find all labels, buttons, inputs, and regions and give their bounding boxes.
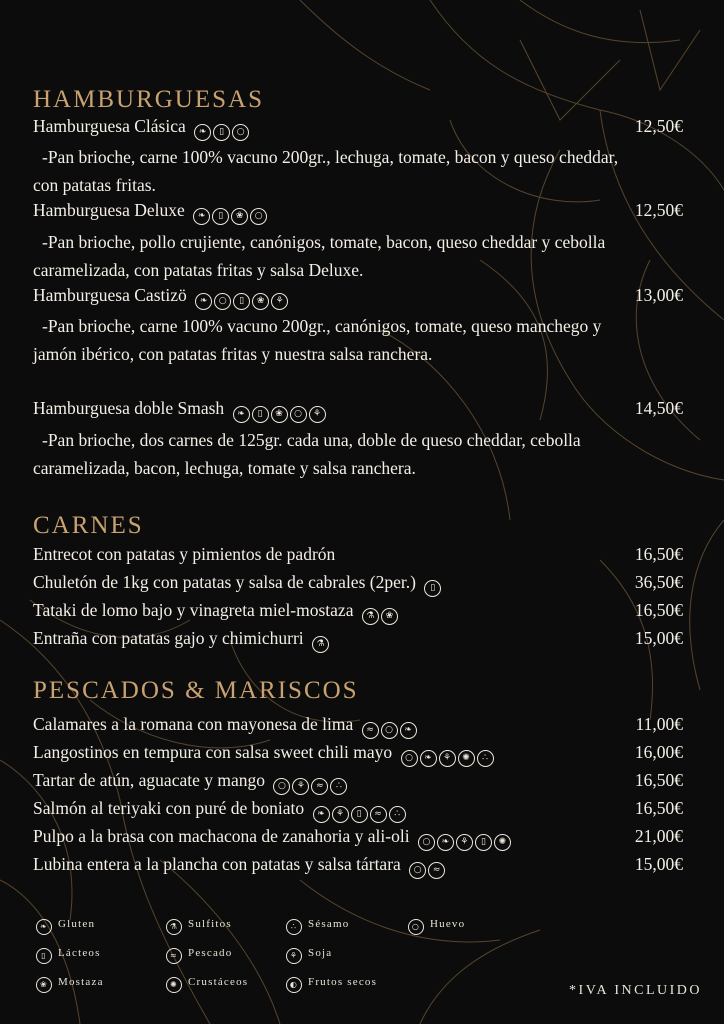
menu-item xyxy=(33,742,683,768)
legend-lacteos xyxy=(36,947,101,964)
soy-icon: ⚘ xyxy=(456,834,473,851)
menu-item xyxy=(33,854,683,880)
allergen-icons xyxy=(401,744,496,767)
milk-icon: ▯ xyxy=(233,293,250,310)
egg-icon: ○ xyxy=(250,208,267,225)
item-name: Hamburguesa Deluxe xyxy=(33,200,185,220)
item-name-block xyxy=(33,628,331,653)
item-price: 11,00€ xyxy=(635,714,683,734)
item-name-block xyxy=(33,200,269,225)
flask-icon: ⚗ xyxy=(166,919,182,935)
fish-icon: ≈ xyxy=(362,722,379,739)
allergen-icons xyxy=(193,202,269,225)
item-price: 21,00€ xyxy=(634,826,683,846)
egg-icon: ○ xyxy=(214,293,231,310)
crustacean-icon: ✺ xyxy=(166,977,182,993)
flask-icon: ⚗ xyxy=(362,608,379,625)
legend-label: Soja xyxy=(308,947,333,959)
item-price: 13,00€ xyxy=(634,285,683,305)
item-price: 15,00€ xyxy=(634,854,683,874)
item-description: -Pan brioche, dos carnes de 125gr. cada una, doble de queso cheddar, cebolla caramelizada, bacon, lechuga, tomate y salsa ranchera. xyxy=(33,430,581,478)
flask-icon: ⚗ xyxy=(312,636,329,653)
item-description: -Pan brioche, carne 100% vacuno 200gr., lechuga, tomate, bacon y queso cheddar, con patatas fritas. xyxy=(33,147,619,195)
egg-icon: ○ xyxy=(273,778,290,795)
egg-icon: ○ xyxy=(418,834,435,851)
crustacean-icon: ✺ xyxy=(494,834,511,851)
egg-icon: ○ xyxy=(401,750,418,767)
wheat-icon: ❧ xyxy=(36,919,52,935)
sesame-icon: ∴ xyxy=(477,750,494,767)
item-name: Hamburguesa Clásica xyxy=(33,116,186,136)
legend-label: Lácteos xyxy=(58,947,101,959)
menu-item xyxy=(33,544,683,570)
item-name-block xyxy=(33,798,408,823)
item-price: 16,50€ xyxy=(634,600,683,620)
legend-label: Sésamo xyxy=(308,918,350,930)
item-price: 16,50€ xyxy=(634,798,683,818)
legend-pescado xyxy=(166,947,232,964)
menu-item xyxy=(33,600,683,626)
menu-item xyxy=(33,398,683,424)
allergen-icons xyxy=(424,574,443,597)
milk-icon: ▯ xyxy=(475,834,492,851)
item-name: Tartar de atún, aguacate y mango xyxy=(33,770,265,790)
egg-icon: ○ xyxy=(408,919,424,935)
legend-crustaceos xyxy=(166,976,248,993)
item-name: Chuletón de 1kg con patatas y salsa de cabrales (2per.) xyxy=(33,572,416,592)
item-price: 12,50€ xyxy=(634,200,683,220)
item-name-block xyxy=(33,285,290,310)
section-title-hamburguesas: HAMBURGUESAS xyxy=(33,86,264,113)
iva-note: *IVA INCLUIDO xyxy=(569,983,702,998)
allergen-icons xyxy=(195,287,290,310)
crustacean-icon: ✺ xyxy=(458,750,475,767)
item-name-block xyxy=(33,854,447,879)
wheat-icon: ❧ xyxy=(437,834,454,851)
allergen-icons xyxy=(194,118,251,141)
legend-mostaza xyxy=(36,976,104,993)
allergen-icons xyxy=(362,602,400,625)
egg-icon: ○ xyxy=(409,862,426,879)
legend-frutos-secos xyxy=(286,976,377,993)
item-price: 16,00€ xyxy=(634,742,683,762)
item-price: 36,50€ xyxy=(634,572,683,592)
legend-label: Mostaza xyxy=(58,976,104,988)
item-name: Hamburguesa Castizö xyxy=(33,285,187,305)
legend-label: Huevo xyxy=(430,918,466,930)
item-name: Pulpo a la brasa con machacona de zanahoria y ali-oli xyxy=(33,826,410,846)
menu-item xyxy=(33,572,683,598)
soy-icon: ⚘ xyxy=(271,293,288,310)
wheat-icon: ❧ xyxy=(194,124,211,141)
item-price: 12,50€ xyxy=(634,116,683,136)
milk-icon: ▯ xyxy=(351,806,368,823)
allergen-icons xyxy=(233,400,328,423)
soy-icon: ⚘ xyxy=(439,750,456,767)
item-name-block xyxy=(33,116,251,141)
menu-item xyxy=(33,770,683,796)
sesame-icon: ∴ xyxy=(286,919,302,935)
menu-item xyxy=(33,200,683,226)
item-name: Entraña con patatas gajo y chimichurri xyxy=(33,628,304,648)
item-name-block xyxy=(33,600,400,625)
allergen-icons xyxy=(409,856,447,879)
allergen-icons xyxy=(273,772,349,795)
item-name-block xyxy=(33,398,328,423)
allergen-icons xyxy=(418,828,513,851)
milk-icon: ▯ xyxy=(424,580,441,597)
sesame-icon: ∴ xyxy=(389,806,406,823)
item-name: Lubina entera a la plancha con patatas y salsa tártara xyxy=(33,854,401,874)
section-title-pescados-mariscos: PESCADOS & MARISCOS xyxy=(33,677,359,704)
item-name: Langostinos en tempura con salsa sweet chili mayo xyxy=(33,742,393,762)
item-name-block xyxy=(33,826,513,851)
legend-gluten xyxy=(36,918,95,935)
menu-item xyxy=(33,628,683,654)
wheat-icon: ❧ xyxy=(313,806,330,823)
item-name-block xyxy=(33,544,344,565)
item-name-block xyxy=(33,714,419,739)
legend-sesamo xyxy=(286,918,349,935)
sesame-icon: ∴ xyxy=(330,778,347,795)
mustard-icon: ❀ xyxy=(252,293,269,310)
milk-icon: ▯ xyxy=(212,208,229,225)
menu-item xyxy=(33,714,683,740)
wheat-icon: ❧ xyxy=(193,208,210,225)
section-title-carnes: CARNES xyxy=(33,512,144,539)
legend-label: Sulfitos xyxy=(188,918,232,930)
milk-icon: ▯ xyxy=(252,406,269,423)
milk-icon: ▯ xyxy=(36,948,52,964)
mustard-icon: ❀ xyxy=(271,406,288,423)
menu-item xyxy=(33,285,683,311)
soy-icon: ⚘ xyxy=(309,406,326,423)
legend-label: Crustáceos xyxy=(188,976,249,988)
legend-label: Gluten xyxy=(58,918,96,930)
wheat-icon: ❧ xyxy=(233,406,250,423)
egg-icon: ○ xyxy=(290,406,307,423)
item-name: Salmón al teriyaki con puré de boniato xyxy=(33,798,305,818)
fish-icon: ≈ xyxy=(311,778,328,795)
legend-huevo xyxy=(408,918,465,935)
item-name-block xyxy=(33,572,443,597)
item-price: 16,50€ xyxy=(634,544,683,564)
fish-icon: ≈ xyxy=(370,806,387,823)
milk-icon: ▯ xyxy=(213,124,230,141)
legend-soja xyxy=(286,947,332,964)
wheat-icon: ❧ xyxy=(400,722,417,739)
item-description: -Pan brioche, pollo crujiente, canónigos, tomate, bacon, queso cheddar y cebolla caramelizada, con patatas fritas y salsa Deluxe. xyxy=(33,232,606,280)
wheat-icon: ❧ xyxy=(195,293,212,310)
soy-icon: ⚘ xyxy=(286,948,302,964)
fish-icon: ≈ xyxy=(166,948,182,964)
mustard-icon: ❀ xyxy=(36,977,52,993)
wheat-icon: ❧ xyxy=(420,750,437,767)
allergen-icons xyxy=(313,800,408,823)
allergen-legend xyxy=(36,918,516,1010)
item-price: 15,00€ xyxy=(634,628,683,648)
mustard-icon: ❀ xyxy=(381,608,398,625)
item-price: 16,50€ xyxy=(634,770,683,790)
menu-item xyxy=(33,116,683,142)
item-price: 14,50€ xyxy=(634,398,683,418)
item-description: -Pan brioche, carne 100% vacuno 200gr., canónigos, tomate, queso manchego y jamón ibérico, con patatas fritas y nuestra salsa ranchera. xyxy=(33,316,602,364)
fish-icon: ≈ xyxy=(428,862,445,879)
legend-label: Frutos secos xyxy=(308,976,378,988)
allergen-icons xyxy=(312,630,331,653)
menu-item xyxy=(33,826,683,852)
legend-sulfitos xyxy=(166,918,232,935)
item-name: Calamares a la romana con mayonesa de lima xyxy=(33,714,354,734)
soy-icon: ⚘ xyxy=(332,806,349,823)
allergen-icons xyxy=(362,716,419,739)
legend-label: Pescado xyxy=(188,947,233,959)
mustard-icon: ❀ xyxy=(231,208,248,225)
item-name: Tataki de lomo bajo y vinagreta miel-mostaza xyxy=(33,600,354,620)
item-name: Hamburguesa doble Smash xyxy=(33,398,225,418)
menu-item xyxy=(33,798,683,824)
egg-icon: ○ xyxy=(232,124,249,141)
item-name: Entrecot con patatas y pimientos de padrón xyxy=(33,544,336,564)
egg-icon: ○ xyxy=(381,722,398,739)
item-name-block xyxy=(33,770,349,795)
soy-icon: ⚘ xyxy=(292,778,309,795)
nut-icon: ◐ xyxy=(286,977,302,993)
item-name-block xyxy=(33,742,496,767)
